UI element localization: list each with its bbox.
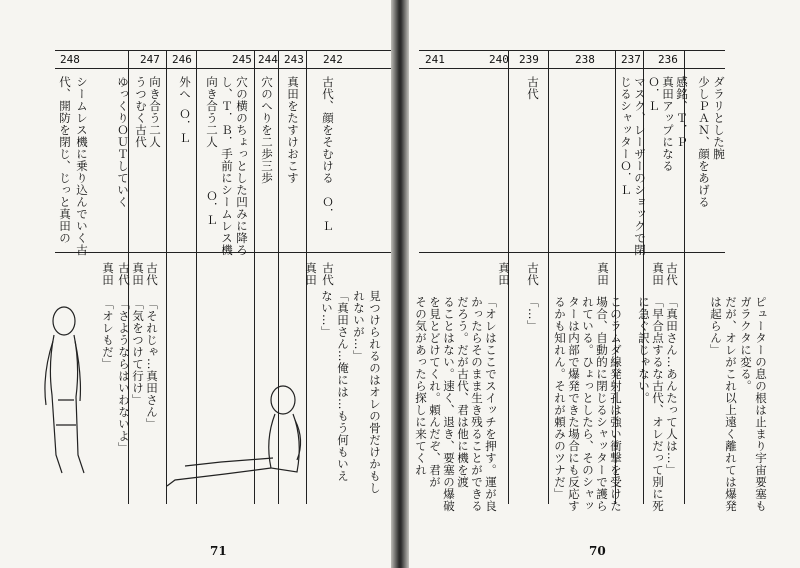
dialogue-line: ない…」: [320, 290, 334, 338]
action-line: Ｏ．Ｌ: [647, 76, 661, 112]
action-line: ダラリとした腕: [712, 76, 726, 160]
action-line: Ｏ．Ｌ: [619, 160, 633, 196]
cut-number: 238: [575, 53, 595, 66]
action-line: うつむく古代: [134, 76, 148, 148]
cut-number: 244: [258, 53, 278, 66]
action-line: 向き合う二人: [148, 76, 162, 148]
dialogue-line: 「オレもだ」: [101, 298, 115, 370]
speaker-name: 古代: [117, 262, 131, 286]
action-line: シームレス機に乗り込んでいく古: [75, 76, 89, 256]
speaker-name: 真田: [304, 262, 318, 286]
cut-number: 248: [60, 53, 80, 66]
cut-number: 245: [232, 53, 252, 66]
cut-number: 246: [172, 53, 192, 66]
action-line: 古代: [526, 76, 540, 100]
dialogue-line: ピューターの息の根は止まり宇宙要塞も: [754, 296, 768, 512]
cut-number: 240: [489, 53, 509, 66]
cut-number: 236: [658, 53, 678, 66]
left-page: [0, 0, 391, 568]
dialogue-line: 「気をつけて行け」: [131, 298, 145, 406]
dialogue-line: ることはない。速く、退き、要塞の爆破: [442, 296, 456, 512]
action-line: 古代、顔をそむける: [321, 76, 335, 184]
speaker-name: 古代: [321, 262, 335, 286]
seated-figure-illustration: [165, 380, 315, 490]
dialogue-line: 見つけられるのはオレの骨だけかもし: [368, 290, 382, 494]
top-rule: [419, 50, 725, 51]
cut-number: 239: [519, 53, 539, 66]
cut-number: 243: [284, 53, 304, 66]
page-number: 70: [589, 544, 606, 558]
mid-rule: [419, 252, 725, 253]
dialogue-line: かったらそのまま生き残ることができる: [470, 296, 484, 512]
book-gutter: [391, 0, 409, 568]
action-line: 真田をたすけおこす: [286, 76, 300, 184]
column-divider: [548, 50, 549, 504]
action-line: 少しＰＡＮ、顔をあげる: [697, 76, 711, 208]
speaker-name: 古代: [665, 262, 679, 286]
top-rule: [55, 50, 391, 51]
action-line: 外へ: [178, 76, 192, 100]
action-line: し、Ｔ．Ｂ．手前にシームレス機: [220, 76, 234, 256]
dialogue-line: ターは内部で爆発できた場合にも反応す: [567, 296, 581, 512]
cut-number: 247: [140, 53, 160, 66]
dialogue-line: るかも知れん。それが頼みのツナだ」: [553, 296, 567, 500]
dialogue-line: 「真田さん…俺には…もう何もいえ: [336, 290, 350, 482]
dialogue-line: に急ぐ訳じゃない。: [637, 296, 651, 404]
dialogue-line: 場合、自動的に閉じるシャッターで護ら: [595, 296, 609, 512]
dialogue-line: だが、オレがこれ以上遠く離れては爆発: [724, 296, 738, 512]
speaker-name: 古代: [145, 262, 159, 286]
action-line: マスク、レーザーのショックで閉: [633, 76, 647, 256]
standing-figure-illustration: [40, 305, 100, 475]
action-line: Ｏ．Ｌ: [321, 196, 335, 232]
dialogue-line: れている。ひょっとしたら、そのシャッ: [581, 296, 595, 512]
dialogue-line: は起らん」: [709, 296, 723, 356]
dialogue-line: 「真田さん…あんたって人は…」: [665, 296, 679, 476]
page-number: 71: [210, 544, 227, 558]
action-line: 穴の横のちょっとした凹みに降ろ: [235, 76, 249, 256]
action-line: 代、開防を閉じ、じっと真田の: [58, 76, 72, 244]
action-line: Ｏ．Ｌ: [178, 108, 192, 144]
speaker-name: 真田: [131, 262, 145, 286]
dialogue-line: 「…」: [526, 296, 540, 332]
dialogue-line: れないが…」: [352, 290, 366, 362]
dialogue-line: 「さようならはいわないよ」: [117, 298, 131, 454]
action-line: Ｏ．Ｌ: [205, 190, 219, 226]
speaker-name: 真田: [596, 262, 610, 286]
dialogue-line: ガラクタに変る。: [739, 296, 753, 392]
cut-number: 242: [323, 53, 343, 66]
action-line: 向き合う二人: [205, 76, 219, 148]
action-line: 感銘、Ｔ．Ｐ: [675, 76, 689, 148]
action-line: ゆっくりＯＵＴしていく: [116, 76, 130, 208]
cut-number: 237: [621, 53, 641, 66]
header-rule: [419, 68, 725, 69]
dialogue-line: その気があったら探しに来てくれ: [414, 296, 428, 476]
cut-number: 241: [425, 53, 445, 66]
action-line: 穴のへりを二歩三歩: [260, 76, 274, 184]
speaker-name: 真田: [651, 262, 665, 286]
dialogue-line: 「早合点するな古代、オレだって別に死: [651, 296, 665, 512]
action-line: 真田アップになる: [661, 76, 675, 172]
speaker-name: 古代: [526, 262, 540, 286]
dialogue-line: を見とどけてくれ。頼んだぞ、君が: [428, 296, 442, 488]
speaker-name: 真田: [101, 262, 115, 286]
dialogue-line: だろう。だが古代、君は他に機を渡: [456, 296, 470, 488]
action-line: じるシャッター: [619, 76, 633, 160]
dialogue-line: このラムダ線発射孔は強い衝撃を受けた: [609, 296, 623, 512]
header-rule: [55, 68, 391, 69]
right-page: [409, 0, 800, 568]
dialogue-line: 「それじゃ…真田さん」: [145, 298, 159, 430]
dialogue-line: 「オレはここでスイッチを押す。運が良: [484, 296, 498, 512]
speaker-name: 真田: [497, 262, 511, 286]
